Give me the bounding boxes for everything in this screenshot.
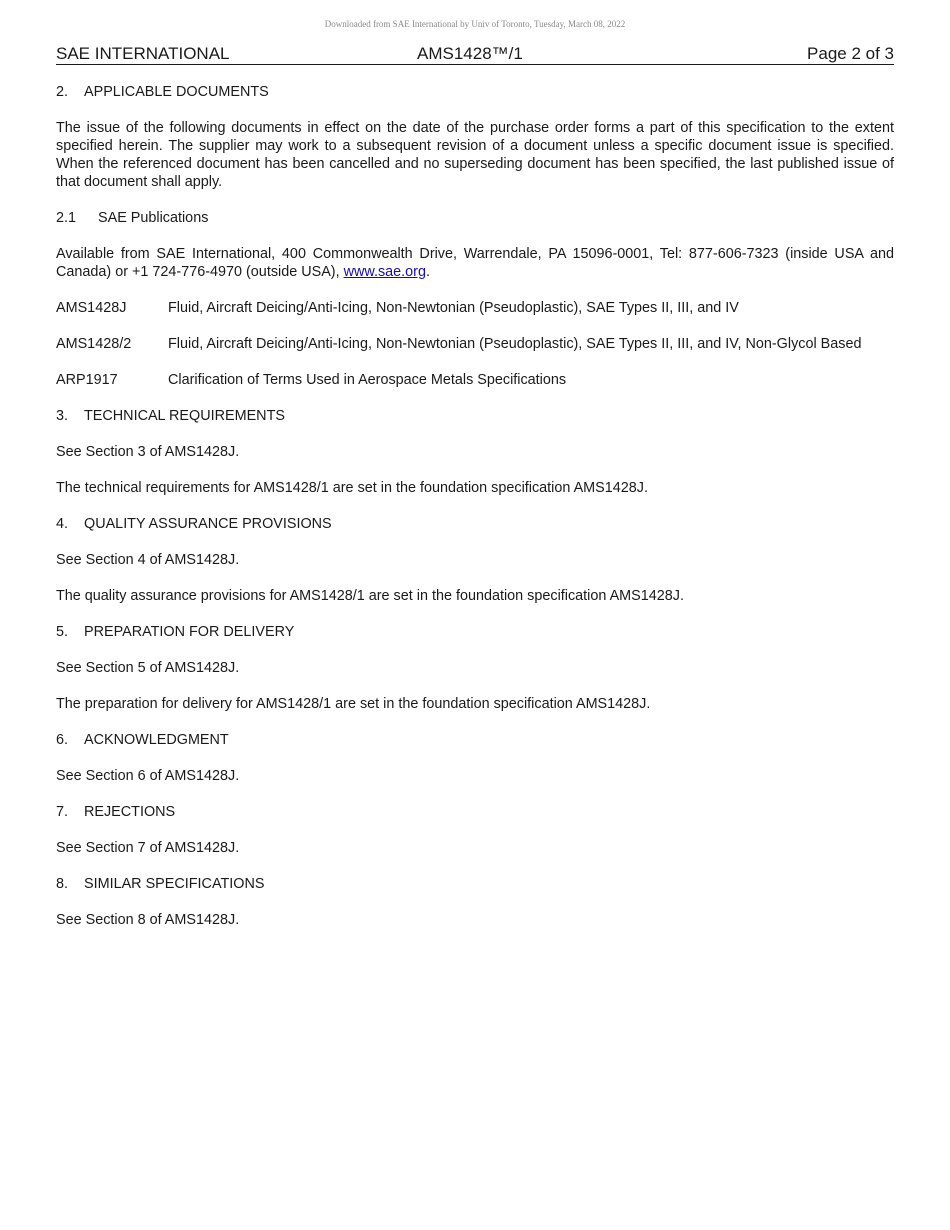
section-3-reference: See Section 3 of AMS1428J. xyxy=(56,444,240,460)
section-title: APPLICABLE DOCUMENTS xyxy=(84,84,269,100)
section-5-paragraph: The preparation for delivery for AMS1428/1 are set in the foundation specification AMS1428J. xyxy=(56,696,651,712)
section-number: 7. xyxy=(56,804,69,820)
applicable-documents-paragraph: The issue of the following documents in effect on the date of the purchase order forms a part of this specification to the extent specified herein. The supplier may work to a subsequent revision of a document unless a specific document issue is specified. When the referenced document has been cancelled and no superseding document has been specified, the last published issue of that document shall apply. xyxy=(56,120,894,190)
reference-title: Fluid, Aircraft Deicing/Anti-Icing, Non-Newtonian (Pseudoplastic), SAE Types II, III, and IV, Non-Glycol Based xyxy=(168,336,862,352)
download-watermark: Downloaded from SAE International by Univ of Toronto, Tuesday, March 08, 2022 xyxy=(324,19,626,29)
section-7-reference: See Section 7 of AMS1428J. xyxy=(56,840,240,856)
section-4-reference: See Section 4 of AMS1428J. xyxy=(56,552,240,568)
section-title: TECHNICAL REQUIREMENTS xyxy=(84,408,285,424)
section-title: QUALITY ASSURANCE PROVISIONS xyxy=(84,516,332,532)
header-organization: SAE INTERNATIONAL xyxy=(56,44,230,63)
section-3-paragraph: The technical requirements for AMS1428/1 are set in the foundation specification AMS1428J. xyxy=(56,480,648,496)
document-body xyxy=(56,83,894,947)
section-number: 2.1 xyxy=(56,210,77,226)
header-document-number: AMS1428™/1 xyxy=(417,44,523,63)
section-number: 8. xyxy=(56,876,69,892)
section-heading-7 xyxy=(56,803,894,821)
section-title: SAE Publications xyxy=(98,210,209,226)
header-page-number: Page 2 of 3 xyxy=(807,44,894,63)
section-8-reference: See Section 8 of AMS1428J. xyxy=(56,912,240,928)
reference-item xyxy=(56,371,894,389)
section-number: 5. xyxy=(56,624,69,640)
section-4-paragraph: The quality assurance provisions for AMS1428/1 are set in the foundation specification AMS1428J. xyxy=(56,588,684,604)
section-heading-4 xyxy=(56,515,894,533)
section-title: PREPARATION FOR DELIVERY xyxy=(84,624,295,640)
section-number: 6. xyxy=(56,732,69,748)
page-header xyxy=(56,44,894,65)
reference-item xyxy=(56,335,894,353)
section-title: SIMILAR SPECIFICATIONS xyxy=(84,876,265,892)
reference-code: AMS1428J xyxy=(56,300,127,316)
section-title: REJECTIONS xyxy=(84,804,176,820)
section-6-reference: See Section 6 of AMS1428J. xyxy=(56,768,240,784)
sae-availability-paragraph xyxy=(56,245,894,281)
sae-website-link[interactable]: www.sae.org xyxy=(343,264,426,280)
reference-title: Fluid, Aircraft Deicing/Anti-Icing, Non-Newtonian (Pseudoplastic), SAE Types II, III, and IV xyxy=(168,300,739,316)
section-heading-2-1 xyxy=(56,209,894,227)
reference-item xyxy=(56,299,894,317)
reference-title: Clarification of Terms Used in Aerospace Metals Specifications xyxy=(168,372,567,388)
availability-text: Available from SAE International, 400 Commonwealth Drive, Warrendale, PA 15096-0001, Tel: 877-606-7323 (inside USA and Canada) or +1 724-776-4970 (outside USA), xyxy=(56,246,894,280)
section-number: 2. xyxy=(56,84,69,100)
section-heading-6 xyxy=(56,731,894,749)
section-number: 3. xyxy=(56,408,69,424)
reference-code: ARP1917 xyxy=(56,372,118,388)
section-heading-5 xyxy=(56,623,894,641)
section-heading-8 xyxy=(56,875,894,893)
reference-code: AMS1428/2 xyxy=(56,336,132,352)
section-5-reference: See Section 5 of AMS1428J. xyxy=(56,660,240,676)
section-number: 4. xyxy=(56,516,69,532)
availability-period: . xyxy=(425,264,430,280)
section-heading-2 xyxy=(56,83,894,101)
section-title: ACKNOWLEDGMENT xyxy=(84,732,229,748)
section-heading-3 xyxy=(56,407,894,425)
